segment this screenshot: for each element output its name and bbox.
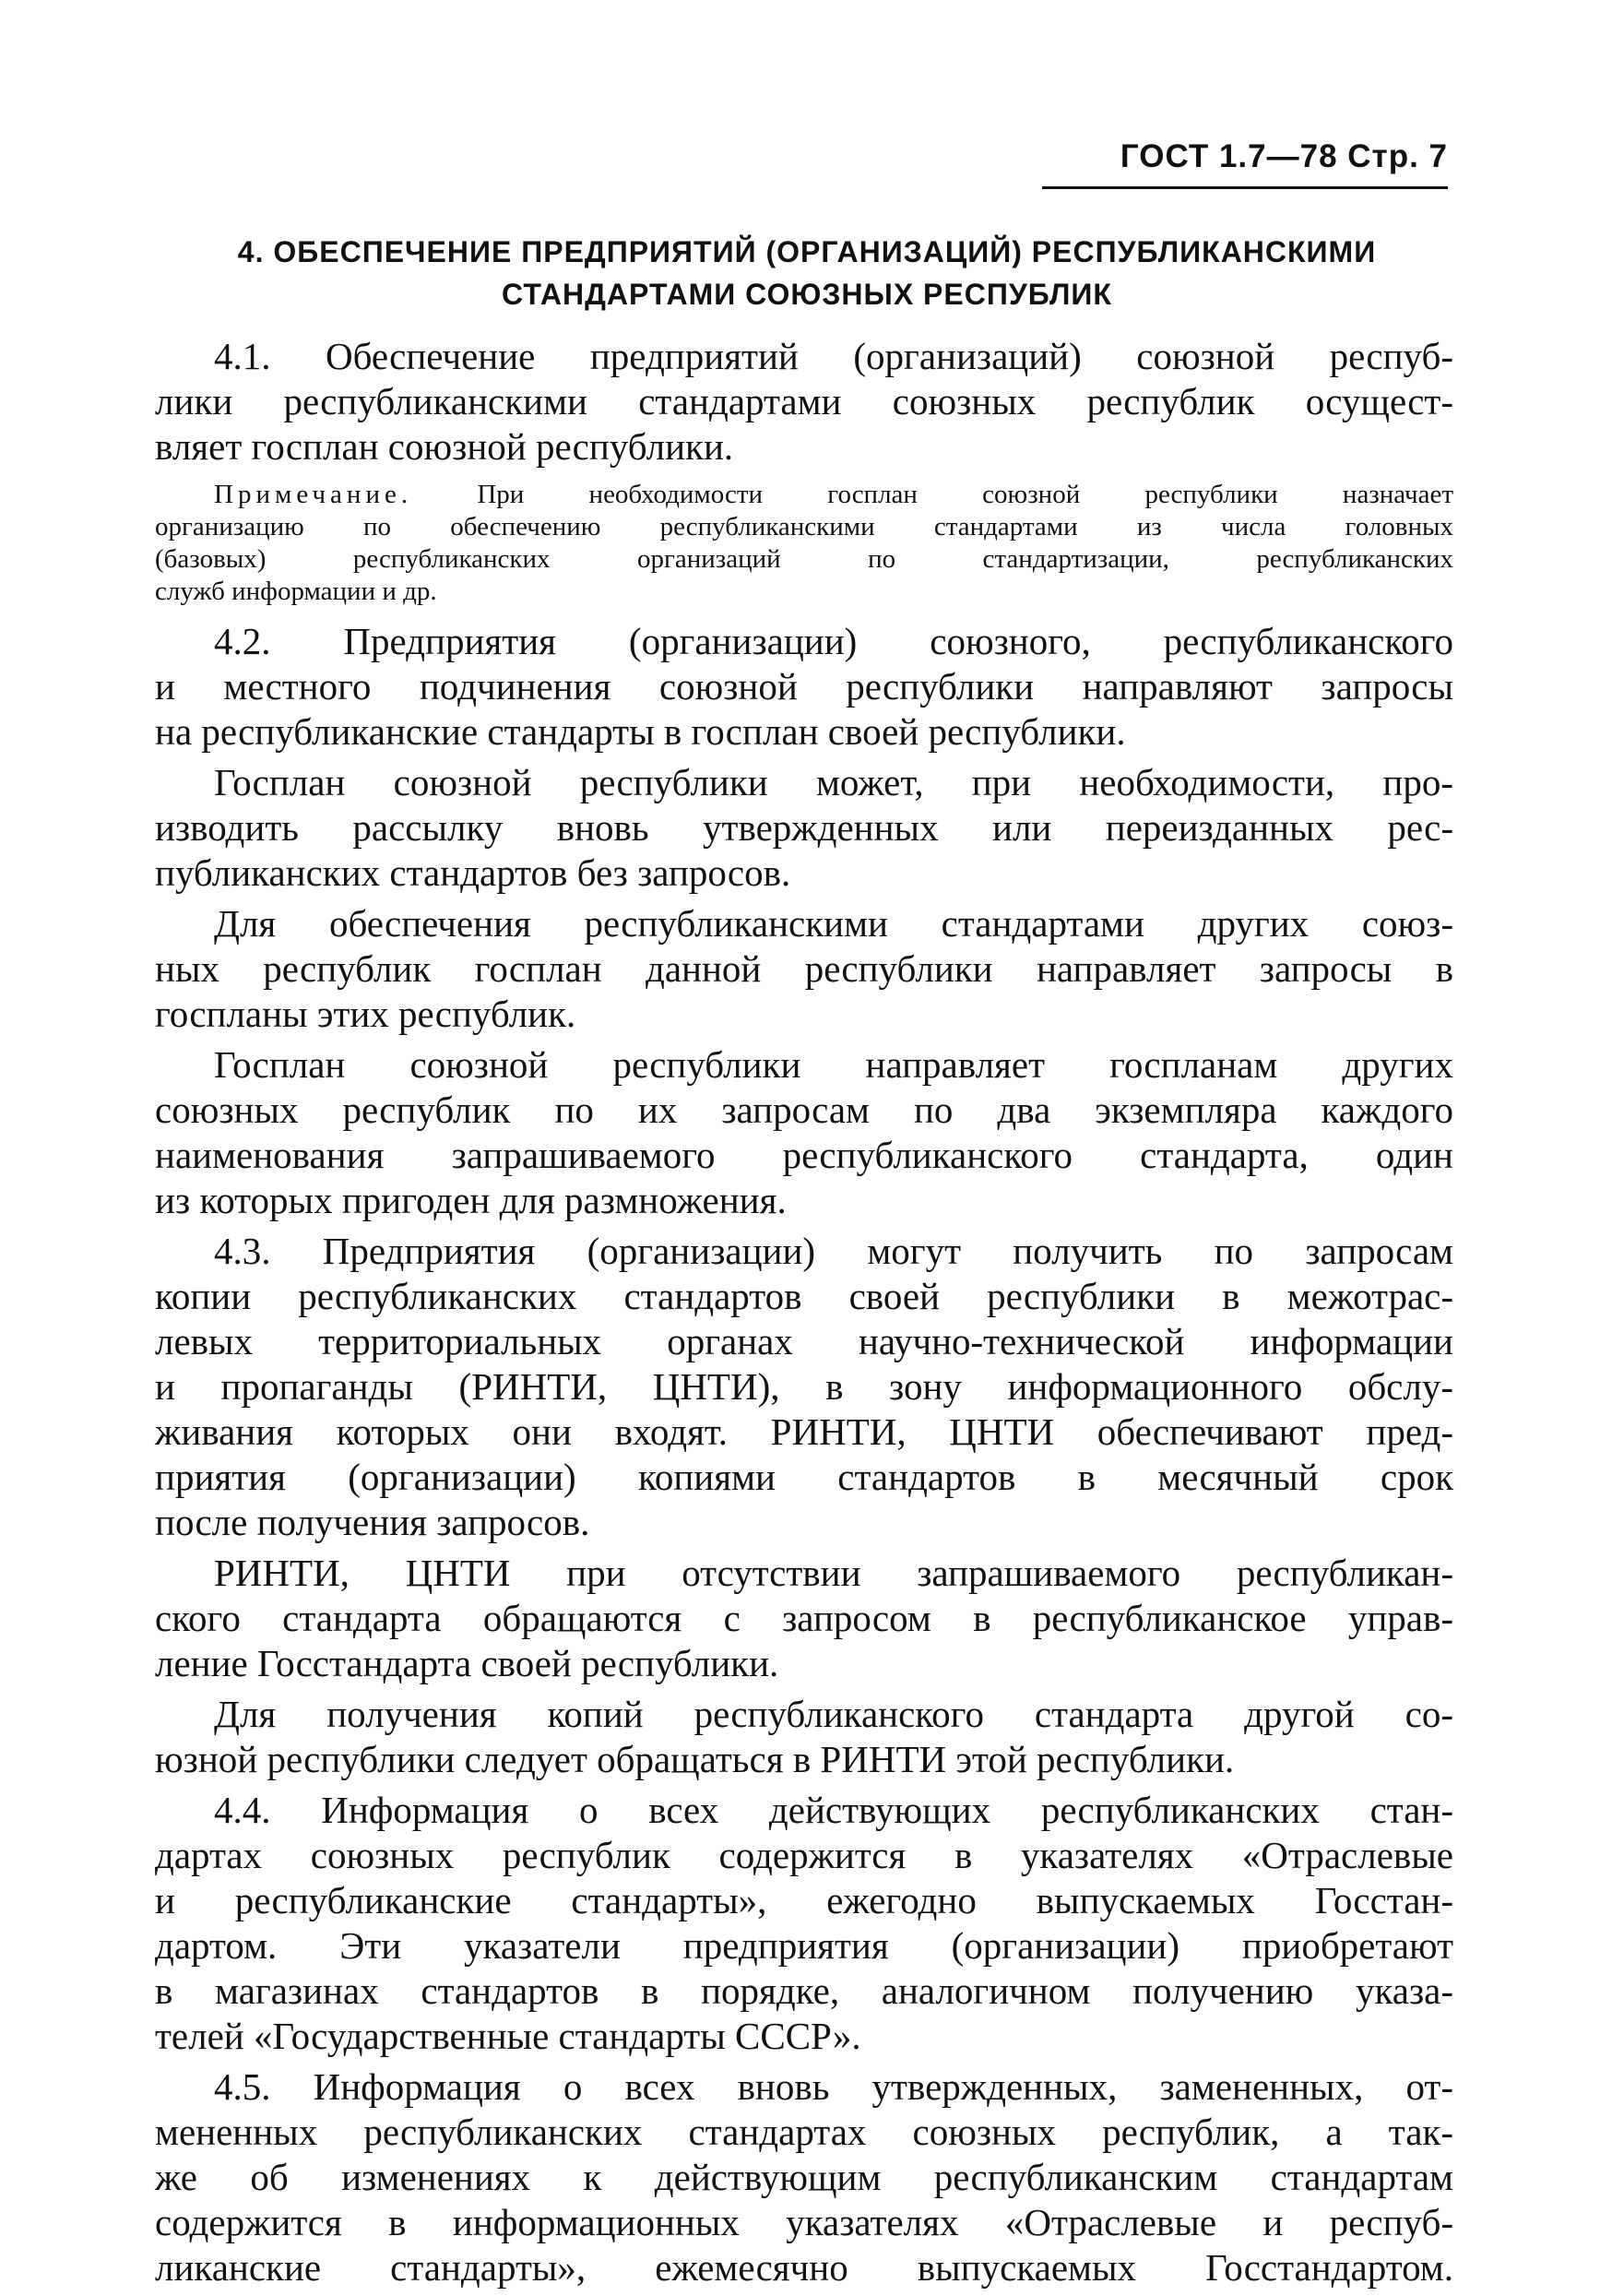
text-line: дартом. Эти указатели предприятия (организации) приобретают (155, 1924, 1453, 1967)
text-line: после получения запросов. (155, 1501, 590, 1543)
text-line: мененных республиканских стандартах союзных республик, а так- (155, 2111, 1453, 2153)
paragraph (155, 1042, 1453, 1223)
text-line: публиканских стандартов без запросов. (155, 851, 791, 894)
paragraph (155, 760, 1453, 896)
text-line: союзных республик по их запросам по два экземпляра каждого (155, 1089, 1453, 1131)
text-line: 4.5. Информация о всех вновь утвержденных, замененных, от- (214, 2065, 1453, 2108)
document-body (155, 334, 1453, 2296)
note-first-line (155, 479, 1453, 511)
header-rule (1042, 186, 1448, 189)
note-paragraph (155, 479, 1453, 608)
text-line: организацию по обеспечению республиканскими стандартами из числа головных (155, 512, 1453, 541)
text-line: вляет госплан союзной республики. (155, 425, 734, 468)
text-line: Для обеспечения республиканскими стандартами других союз- (214, 902, 1453, 945)
text-line: и пропаганды (РИНТИ, ЦНТИ), в зону информационного обслу- (155, 1365, 1453, 1408)
section-title-line: 4. ОБЕСПЕЧЕНИЕ ПРЕДПРИЯТИЙ (ОРГАНИЗАЦИЙ) РЕСПУБЛИКАНСКИМИ (237, 235, 1377, 268)
text-line: приятия (организации) копиями стандартов в месячный срок (155, 1456, 1453, 1498)
text-line: служб информации и др. (155, 577, 437, 606)
paragraph-4-3 (155, 1229, 1453, 1545)
note-label: Примечание. (214, 480, 413, 509)
text-line: (базовых) республиканских организаций по стандартизации, республиканских (155, 544, 1453, 574)
text-line: При необходимости госплан союзной республики назначает (477, 480, 1453, 509)
text-line: ных республик госплан данной республики направляет запросы в (155, 947, 1453, 990)
text-line: юзной республики следует обращаться в РИНТИ этой республики. (155, 1738, 1235, 1780)
text-line: Госплан союзной республики направляет госпланам других (214, 1043, 1453, 1086)
text-line: ского стандарта обращаются с запросом в республиканское управ- (155, 1597, 1453, 1639)
text-line: 4.4. Информация о всех действующих республиканских стан- (214, 1789, 1453, 1831)
paragraph (155, 1551, 1453, 1686)
text-line: Для получения копий республиканского стандарта другой со- (214, 1693, 1453, 1735)
text-line: дартах союзных республик содержится в указателях «Отраслевые (155, 1834, 1453, 1876)
text-line: же об изменениях к действующим республиканским стандартам (155, 2156, 1453, 2198)
paragraph-4-2 (155, 619, 1453, 755)
text-line: на республиканские стандарты в госплан своей республики. (155, 710, 1126, 753)
page-header: ГОСТ 1.7—78 Стр. 7 (1120, 138, 1448, 174)
text-line: лики республиканскими стандартами союзных республик осущест- (155, 380, 1453, 422)
paragraph (155, 901, 1453, 1037)
paragraph (155, 1692, 1453, 1782)
section-title-line: СТАНДАРТАМИ СОЮЗНЫХ РЕСПУБЛИК (502, 278, 1112, 311)
text-line: из которых пригоден для размножения. (155, 1179, 787, 1221)
text-line: госпланы этих республик. (155, 993, 576, 1035)
text-line: 4.2. Предприятия (организации) союзного, республиканского (214, 620, 1453, 662)
text-line: копии республиканских стандартов своей республики в межотрас- (155, 1275, 1453, 1317)
text-line: и республиканские стандарты», ежегодно выпускаемых Госстан- (155, 1879, 1453, 1921)
text-line: 4.1. Обеспечение предприятий (организаций) союзной респуб- (214, 335, 1453, 377)
text-line: ление Госстандарта своей республики. (155, 1642, 779, 1684)
text-line: в магазинах стандартов в порядке, аналогичном получению указа- (155, 1969, 1453, 2012)
text-line: наименования запрашиваемого республиканского стандарта, один (155, 1134, 1453, 1176)
text-line: Госплан союзной республики может, при необходимости, про- (214, 761, 1453, 803)
section-title (166, 231, 1448, 315)
text-line: изводить рассылку вновь утвержденных или переизданных рес- (155, 806, 1453, 849)
text-line: левых территориальных органах научно-технической информации (155, 1320, 1453, 1362)
paragraph-4-1 (155, 334, 1453, 470)
text-line: и местного подчинения союзной республики направляют запросы (155, 665, 1453, 708)
text-line: телей «Государственные стандарты СССР». (155, 2015, 861, 2057)
paragraph-4-4 (155, 1788, 1453, 2059)
paragraph-4-5 (155, 2064, 1453, 2290)
text-line: живания которых они входят. РИНТИ, ЦНТИ обеспечивают пред- (155, 1410, 1453, 1453)
text-line: РИНТИ, ЦНТИ при отсутствии запрашиваемого республикан- (214, 1552, 1453, 1594)
text-line: 4.3. Предприятия (организации) могут получить по запросам (214, 1230, 1453, 1272)
text-line: ликанские стандарты», ежемесячно выпускаемых Госстандартом. (155, 2246, 1453, 2289)
text-line: содержится в информационных указателях «Отраслевые и респуб- (155, 2201, 1453, 2243)
